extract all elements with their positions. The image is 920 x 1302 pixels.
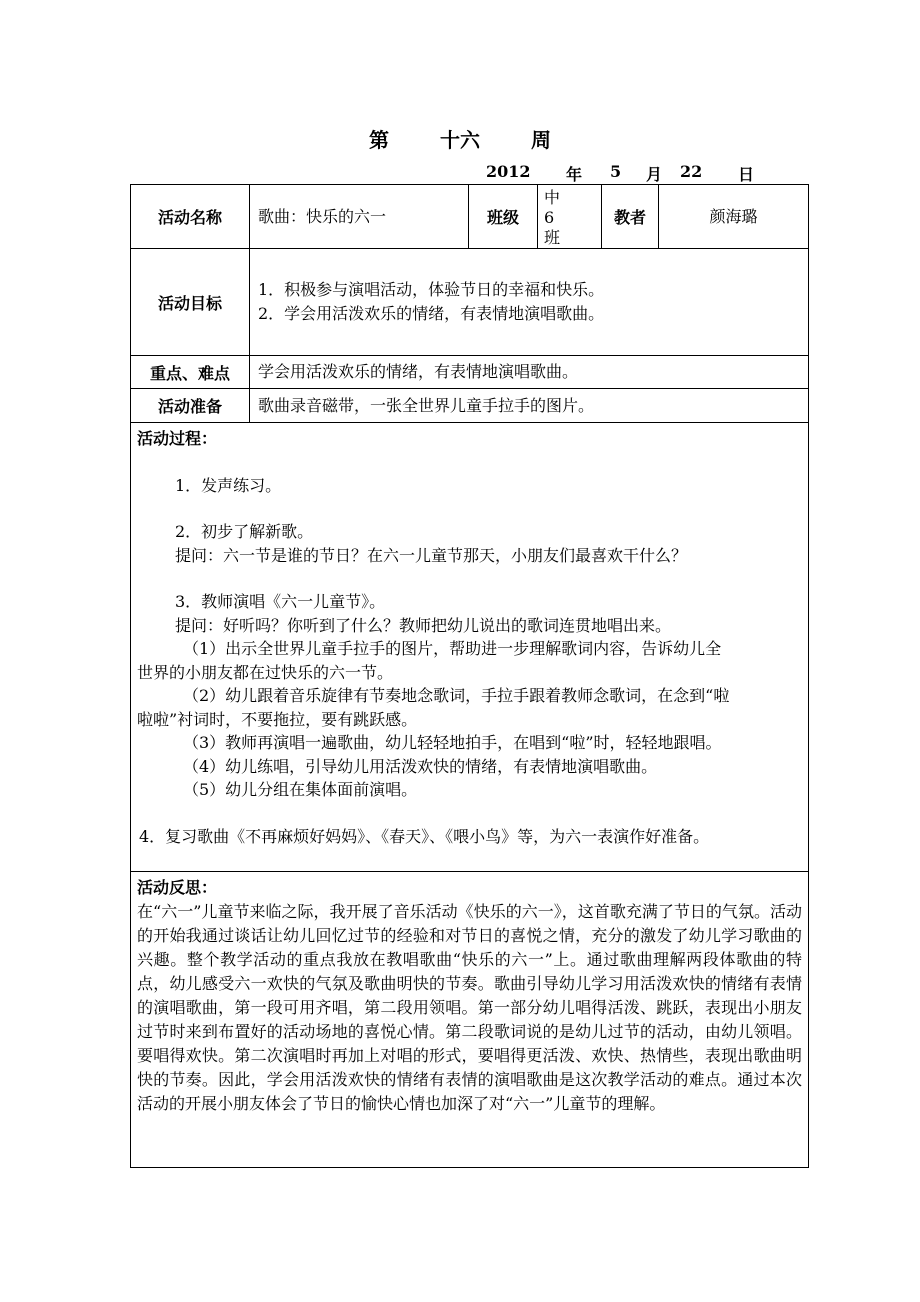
row-activity-name: [131, 185, 809, 249]
date-month-unit: 月: [646, 165, 663, 184]
date-year: 2012: [486, 162, 531, 181]
page-title: [0, 124, 920, 153]
activity-name-label: 活动名称: [131, 185, 250, 249]
process-step: 2．初步了解新歌。: [175, 522, 314, 541]
row-process: [131, 423, 809, 872]
date-day: 22: [680, 162, 703, 181]
row-preparation: [131, 389, 809, 423]
title-char-number: 十六: [440, 128, 480, 152]
process-substep-cont: 世界的小朋友都在过快乐的六一节。: [137, 662, 394, 682]
date-year-unit: 年: [566, 165, 583, 184]
process-substep: （4）幼儿练唱，引导幼儿用活泼欢快的情绪，有表情地演唱歌曲。: [183, 756, 658, 776]
class-label: 班级: [469, 185, 538, 249]
process-section: [131, 423, 809, 872]
process-substep: （3）教师再演唱一遍歌曲，幼儿轻轻地拍手，在唱到“啦”时，轻轻地跟唱。: [183, 733, 722, 752]
date-month: 5: [610, 162, 622, 181]
goal-item: 2．学会用活泼欢乐的情绪，有表情地演唱歌曲。: [258, 304, 605, 323]
class-value-line2: 班: [544, 228, 561, 247]
goal-item: 1．积极参与演唱活动，体验节日的幸福和快乐。: [258, 280, 605, 299]
process-substep: （2）幼儿跟着音乐旋律有节奏地念歌词，手拉手跟着教师念歌词，在念到“啦: [183, 686, 730, 705]
title-char-di: 第: [369, 128, 390, 152]
class-value-line1: 中 6: [544, 188, 593, 227]
process-substep: （5）幼儿分组在集体面前演唱。: [183, 780, 418, 799]
prep-value: 歌曲录音磁带，一张全世界儿童手拉手的图片。: [250, 389, 809, 423]
reflection-section: [131, 872, 809, 1168]
prep-label: 活动准备: [131, 389, 250, 423]
process-step: 4．复习歌曲《不再麻烦好妈妈》、《春天》、《喂小鸟》等，为六一表演作好准备。: [139, 826, 710, 846]
process-step: 3．教师演唱《六一儿童节》。: [175, 592, 386, 611]
key-label: 重点、难点: [131, 356, 250, 389]
row-key-points: [131, 356, 809, 389]
reflection-text: 在“六一”儿童节来临之际，我开展了音乐活动《快乐的六一》，这首歌充满了节日的气氛。活动的开始我通过谈话让幼儿回忆过节的经验和对节日的喜悦之情，充分的激发了幼儿学习歌曲的兴趣。整个教学活动的重点我放在教唱歌曲“快乐的六一”上。通过歌曲理解两段体歌曲的特点，幼儿感受六一欢快的气氛及歌曲明快的节奏。歌曲引导幼儿学习用活泼欢快的情绪有表情的演唱歌曲，第一段可用齐唱，第二段用领唱。第一部分幼儿唱得活泼、跳跃，表现出小朋友过节时来到布置好的活动场地的喜悦心情。第二段歌词说的是幼儿过节的活动，由幼儿领唱。要唱得欢快。第二次演唱时再加上对唱的形式，要唱得更活泼、欢快、热情些，表现出歌曲明快的节奏。因此，学会用活泼欢快的情绪有表情的演唱歌曲是这次教学活动的难点。通过本次活动的开展小朋友体会了节日的愉快心情也加深了对“六一”儿童节的理解。: [137, 901, 802, 1113]
teacher-value: 颜海璐: [659, 185, 809, 249]
activity-name-value: 歌曲：快乐的六一: [250, 185, 469, 249]
row-goals: [131, 249, 809, 356]
title-char-week: 周: [530, 128, 551, 152]
process-heading: 活动过程：: [137, 429, 218, 448]
goal-label: 活动目标: [131, 249, 250, 356]
class-value: [538, 185, 602, 249]
process-question: 提问：好听吗？你听到了什么？教师把幼儿说出的歌词连贯地唱出来。: [175, 615, 672, 635]
key-value: 学会用活泼欢乐的情绪，有表情地演唱歌曲。: [250, 356, 809, 389]
goal-list: [250, 249, 809, 356]
process-substep-cont: 啦啦”衬词时，不要拖拉，要有跳跃感。: [137, 709, 418, 729]
reflection-heading: 活动反思：: [137, 878, 218, 897]
lesson-plan-table: [130, 184, 809, 1168]
process-substep: （1）出示全世界儿童手拉手的图片，帮助进一步理解歌词内容，告诉幼儿全: [183, 639, 722, 658]
date-day-unit: 日: [738, 165, 755, 184]
teacher-label: 教者: [602, 185, 659, 249]
process-step: 1．发声练习。: [175, 475, 282, 495]
process-question: 提问：六一节是谁的节日？在六一儿童节那天，小朋友们最喜欢干什么？: [175, 545, 688, 565]
row-reflection: [131, 872, 809, 1168]
